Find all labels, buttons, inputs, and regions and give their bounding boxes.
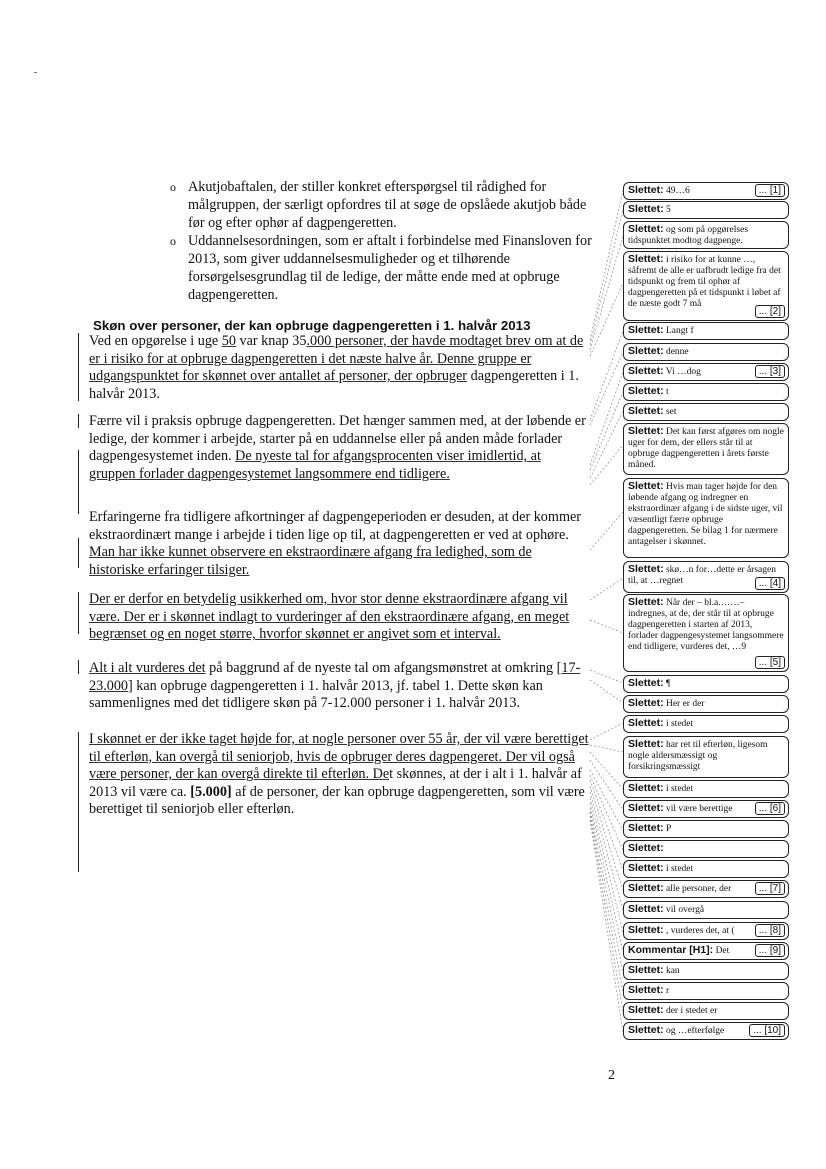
balloon-label: Slettet:	[628, 842, 664, 854]
comment-balloon[interactable]	[623, 800, 789, 818]
balloon-label: Slettet:	[628, 563, 664, 575]
more-button[interactable]: ... [7]	[755, 882, 785, 895]
balloon-label: Slettet:	[628, 405, 664, 417]
text-run: Færre vil i praksis opbruge dagpengeretten. Det hænger sammen med, at der løbende er ledige, der kommer i arbejde, starter på en uddannelse eller på anden måde forlader dagpengesystemet inden.	[89, 413, 586, 465]
comment-balloon[interactable]	[623, 1002, 789, 1020]
inserted-text: Der er derfor en betydelig usikkerhed om, hvor stor denne ekstraordinære afgang vil være. Der er i skønnet indlagt to vurderinger af den ekstraordinære afgang, en meget begrænset og en noget større, hvorfor skønnet er angivet som et interval.	[89, 591, 570, 643]
comment-balloon[interactable]	[623, 403, 789, 421]
comment-balloon[interactable]	[623, 343, 789, 361]
balloon-label: Slettet:	[628, 903, 664, 915]
balloon-text: skø…n for…dette er årsagen til, at …regnet	[628, 565, 776, 586]
balloon-label: Slettet:	[628, 203, 664, 215]
balloon-text: r	[663, 986, 670, 996]
balloon-text: Det	[713, 946, 730, 956]
text-run: af de personer, der kan opbruge dagpengeretten, som vil være berettiget til seniorjob eller efterløn.	[89, 783, 585, 818]
bullet-text: Uddannelsesordningen, som er aftalt i forbindelse med Finansloven for 2013, som giver uddannelsesmuligheder og et tilhørende forsørgelsesgrundlag til de ledige, der måtte ende med at opbruge dagpengeretten.	[188, 233, 592, 303]
comment-balloon[interactable]	[623, 201, 789, 219]
balloon-label: Slettet:	[628, 882, 664, 894]
balloon-label: Slettet:	[628, 223, 664, 235]
comment-balloon[interactable]	[623, 901, 789, 919]
paragraph	[89, 731, 589, 819]
comment-balloon[interactable]	[623, 880, 789, 898]
comment-balloon[interactable]	[623, 820, 789, 838]
comment-balloon[interactable]	[623, 780, 789, 798]
comment-balloon[interactable]	[623, 840, 789, 858]
change-bar	[78, 660, 79, 674]
balloon-text: i stedet	[663, 719, 694, 729]
balloon-label: Slettet:	[628, 717, 664, 729]
comment-balloon[interactable]	[623, 860, 789, 878]
inserted-text: I skønnet er der ikke taget højde for, at nogle personer over 55 år, der vil være berettiget til efterløn, kan overgå til seniorjob, hvis de opbruger deres dagpengeret. Der vil også være personer, der kan overgå direkte til efterløn. De	[89, 731, 589, 783]
section-heading: Skøn over personer, der kan opbruge dagpengeretten i 1. halvår 2013	[93, 318, 531, 333]
balloon-text: 5	[663, 205, 671, 215]
balloon-text: der i stedet er	[663, 1006, 718, 1016]
balloon-label: Slettet:	[628, 1004, 664, 1016]
balloon-label: Slettet:	[628, 596, 664, 608]
comment-balloon[interactable]	[623, 942, 789, 960]
balloon-label: Slettet:	[628, 984, 664, 996]
comment-balloon[interactable]	[623, 383, 789, 401]
more-button[interactable]: ... [3]	[755, 365, 785, 378]
balloon-label: Slettet:	[628, 184, 664, 196]
balloon-label: Slettet:	[628, 324, 664, 336]
inserted-text: .000 personer, der havde modtaget brev om at de er i risiko for at opbruge dagpengeretten i det næste halve år. Denne gruppe er udgangspunktet for skønnet over antallet af personer, der opbruger	[89, 333, 584, 385]
balloon-label: Slettet:	[628, 738, 664, 750]
text-run: t skønnes, at der i alt i 1. halvår af 2013 vil være ca.	[89, 766, 582, 800]
balloon-label: Slettet:	[628, 964, 664, 976]
text-run: [5.000]	[190, 783, 232, 800]
balloon-text: Langt f	[663, 326, 694, 336]
comment-balloon[interactable]	[623, 695, 789, 713]
scan-speck	[34, 72, 37, 73]
text-run: Erfaringerne fra tidligere afkortninger af dagpengeperioden er desuden, at der kommer ekstraordinært mange i arbejde i tiden lige op til, at dagpengeretten er ved at ophøre.	[89, 509, 581, 543]
balloon-label: Slettet:	[628, 345, 664, 357]
bullet-mark: o	[170, 234, 176, 248]
comment-balloon[interactable]	[623, 322, 789, 340]
more-button[interactable]: ... [2]	[755, 305, 785, 318]
more-button[interactable]: ... [10]	[749, 1024, 785, 1037]
comment-balloon[interactable]	[623, 182, 789, 200]
balloon-text: alle personer, der	[663, 884, 732, 894]
comment-balloon[interactable]	[623, 982, 789, 1000]
balloon-text: Når der – bl.a.……– indregnes, at de, der står til at opbruge dagpengeretten i starten af 2013, forlader dagpengesystemet langsommere end tidligere, vurderes det, …9	[628, 598, 784, 652]
balloon-text: t	[663, 387, 669, 397]
comment-balloon[interactable]	[623, 1022, 789, 1040]
balloon-label: Slettet:	[628, 1024, 664, 1036]
comment-balloon[interactable]	[623, 251, 789, 321]
balloon-text: denne	[663, 347, 689, 357]
change-bar	[78, 732, 79, 872]
inserted-text: Man har ikke kunnet observere en ekstraordinære afgang fra ledighed, som de historiske erfaringer tilsiger.	[89, 544, 532, 578]
change-bar	[78, 592, 79, 634]
balloon-text: har ret til efterløn, ligesom nogle aldersmæssigt og forsikringsmæssigt	[628, 740, 768, 772]
inserted-text: 17-23.000	[89, 660, 581, 694]
balloon-text: og som på opgørelses tidspunktet modtog dagpenge.	[628, 225, 749, 246]
balloon-text: , vurderes det, at (	[663, 926, 735, 936]
text-run: var knap 35	[235, 333, 307, 349]
balloon-label: Slettet:	[628, 924, 664, 936]
list-item	[170, 178, 600, 232]
balloon-text: og …efterfølge	[663, 1026, 725, 1036]
change-bar	[78, 450, 79, 514]
paragraph	[89, 413, 589, 483]
balloon-text: Hvis man tager højde for den løbende afgang og indregner en ekstraordinær afgang i de sidste uger, vil væsentligt færre opbruge dagpengeretten. Se bilag 1 for nærmere antagelser i skønnet.	[628, 482, 783, 547]
balloon-label: Slettet:	[628, 862, 664, 874]
balloon-text: 49…6	[663, 186, 690, 196]
balloon-text: Vi …dog	[663, 367, 701, 377]
more-button[interactable]: ... [8]	[755, 924, 785, 937]
page-number: 2	[608, 1068, 615, 1083]
change-bar	[78, 333, 79, 401]
text-run: ] kan opbruge dagpengeretten i 1. halvår 2013, jf. tabel 1. Dette skøn kan sammenlignes med det tidligere skøn på 7-12.000 personer i 1. halvår 2013.	[89, 677, 543, 712]
comment-balloon[interactable]	[623, 423, 789, 475]
balloon-text: P	[663, 824, 672, 834]
balloon-label: Slettet:	[628, 385, 664, 397]
comment-balloon[interactable]	[623, 736, 789, 778]
comment-balloon[interactable]	[623, 922, 789, 940]
change-bar	[78, 538, 79, 568]
text-run: på baggrund af de nyeste tal om afgangsmønstret at omkring [	[205, 660, 562, 676]
comment-balloon[interactable]	[623, 675, 789, 693]
text-run: Ved en opgørelse i uge	[89, 333, 222, 349]
list-item	[170, 232, 600, 304]
inserted-text: 50	[221, 333, 236, 349]
inserted-text: Alt i alt vurderes det	[89, 660, 206, 676]
comment-balloon[interactable]	[623, 221, 789, 249]
paragraph	[89, 509, 589, 579]
balloon-label: Slettet:	[628, 822, 664, 834]
paragraph	[89, 333, 589, 403]
comment-balloon[interactable]	[623, 478, 789, 558]
balloon-text: Her er der	[663, 699, 705, 709]
balloon-text: Det kan først afgøres om nogle uger for dem, der ellers står til at opbruge dagpengeretten i årets første måned.	[628, 427, 784, 470]
paragraph	[89, 591, 589, 644]
more-button[interactable]: ... [6]	[755, 802, 785, 815]
paragraph	[89, 660, 589, 713]
balloon-label: Slettet:	[628, 480, 664, 492]
comment-balloon[interactable]	[623, 561, 789, 593]
balloon-label: Slettet:	[628, 697, 664, 709]
bullet-text: Akutjobaftalen, der stiller konkret efterspørgsel til rådighed for målgruppen, der særligt opfordres til at søge de opslåede akutjob både før og efter ophør af dagpengeretten.	[188, 179, 587, 231]
comment-balloon[interactable]	[623, 363, 789, 381]
more-button[interactable]: ... [5]	[755, 656, 785, 669]
comment-balloon[interactable]	[623, 594, 789, 672]
balloon-text: kan	[663, 966, 680, 976]
text-run: dagpengeretten i 1. halvår 2013.	[89, 368, 579, 402]
change-bar	[78, 414, 79, 428]
comment-balloon[interactable]	[623, 962, 789, 980]
balloon-text: i stedet	[663, 864, 694, 874]
balloon-label: Slettet:	[628, 425, 664, 437]
balloon-text: set	[663, 407, 677, 417]
balloon-label: Slettet:	[628, 677, 664, 689]
more-button[interactable]: ... [1]	[755, 184, 785, 197]
balloon-text: vil overgå	[663, 905, 705, 915]
bullet-list	[170, 178, 600, 304]
balloon-label: Slettet:	[628, 802, 664, 814]
bullet-mark: o	[170, 180, 176, 194]
balloon-label: Kommentar [H1]:	[628, 944, 714, 956]
balloon-text: i stedet	[663, 784, 694, 794]
inserted-text: De nyeste tal for afgangsprocenten viser imidlertid, at gruppen forlader dagpengesystemet langsommere end tidligere.	[89, 448, 541, 482]
balloon-label: Slettet:	[628, 782, 664, 794]
more-button[interactable]: ... [4]	[755, 577, 785, 590]
balloon-label: Slettet:	[628, 365, 664, 377]
comment-balloon[interactable]	[623, 715, 789, 733]
balloon-text: ¶	[663, 679, 671, 689]
balloon-text: i risiko for at kunne …, såfremt de alle er uafbrudt ledige fra det tidspunkt og frem til ophør af dagpengeretten på et tidspunkt i løbet af de næste godt 7 må	[628, 255, 781, 309]
balloon-label: Slettet:	[628, 253, 664, 265]
balloon-text: vil være berettige	[663, 804, 733, 814]
more-button[interactable]: ... [9]	[755, 944, 785, 957]
